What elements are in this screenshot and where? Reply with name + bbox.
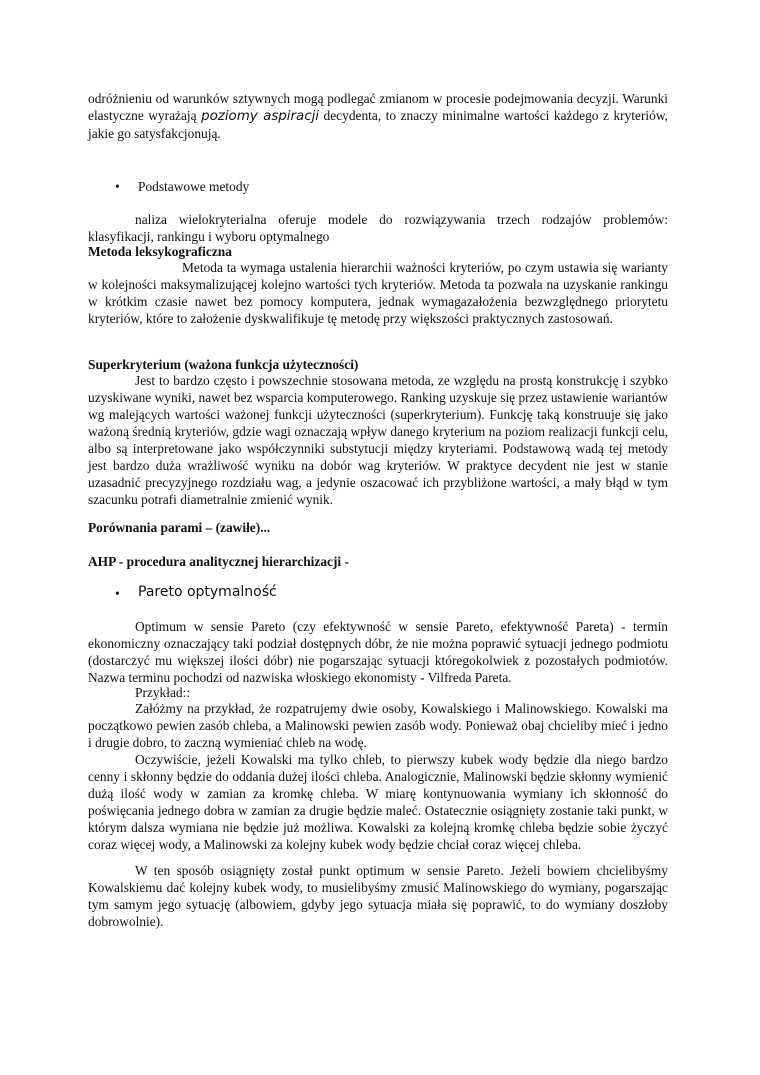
- lexico-heading: Metoda leksykograficzna: [88, 244, 232, 259]
- pairwise-heading: Porównania parami – (zawiłe)...: [88, 520, 271, 535]
- pareto-paragraph-2: Załóżmy na przykład, że rozpatrujemy dwie osoby, Kowalskiego i Malinowskiego. Kowalski ma początkowo pewien zasób chleba, a Malinowski pewien zasób wody. Ponieważ obaj chcieliby mieć i jedno i drugie dobro, to zaczną wymieniać chleb na wodę.: [88, 701, 668, 750]
- bullet-icon: •: [115, 179, 120, 194]
- pareto-paragraph-1: Optimum w sensie Pareto (czy efektywność w sensie Pareto, efektywność Pareta) - termin ekonomiczny oznaczający taki podział dostępnych dóbr, że nie można poprawić sytuacji jednego podmiotu (dostarczyć mu większej ilości dóbr) nie pogarszając sytuacji któregokolwiek z pozostałych podmiotów. Nazwa terminu pochodzi od nazwiska włoskiego ekonomisty - Vilfreda Pareta.: [88, 619, 668, 685]
- methods-bullet-label: Podstawowe metody: [138, 179, 250, 194]
- aspiration-levels-emphasis: poziomy aspiracji: [201, 109, 320, 124]
- methods-paragraph: naliza wielokryterialna oferuje modele do rozwiązywania trzech rodzajów problemów: klasyfikacji, rankingu i wyboru optymalnego: [88, 212, 668, 244]
- pareto-paragraph-3: Oczywiście, jeżeli Kowalski ma tylko chleb, to pierwszy kubek wody będzie dla niego bardzo cenny i skłonny będzie do oddania dużej ilości chleba. Analogicznie, Malinowski będzie skłonny wymienić dużą ilość wody w zamian za kromkę chleba. W miarę kontynuowania wymiany ich skłonność do poświęcania jednego dobra w zamian za drugie będzie maleć. Ostatecznie osiągnięty zostanie taki punkt, w którym dalsza wymiana nie będzie już możliwa. Kowalski za kolejną kromkę chleba będzie sobie życzyć coraz więcej wody, a Malinowski za kolejny kubek wody będzie chciał coraz więcej chleba.: [88, 752, 668, 852]
- bullet-icon: •: [115, 586, 120, 601]
- pareto-paragraph-4: W ten sposób osiągnięty został punkt optimum w sensie Pareto. Jeżeli bowiem chcielibyśmy Kowalskiemu dać kolejny kubek wody, to musielibyśmy zmusić Malinowskiego do wymiany, pogarszając tym samym jego sytuację (albowiem, gdyby jego sytuacja miała się poprawić, to do wymiany doszłoby dobrowolnie).: [88, 863, 668, 929]
- lexico-paragraph: Metoda ta wymaga ustalenia hierarchii ważności kryteriów, po czym ustawia się warianty w kolejności maksymalizującej kolejno wartości tych kryteriów. Metoda ta pozwala na uzyskanie rankingu w krótkim czasie nawet bez pomocy komputera, jednak wymagazałożenia bezwzględnego priorytetu kryteriów, które to założenie dyskwalifikuje tę metodę przy większości praktycznych zastosowań.: [88, 260, 668, 326]
- superkryterium-paragraph: Jest to bardzo często i powszechnie stosowana metoda, ze względu na prostą konstrukcję i szybko uzyskiwane wyniki, nawet bez wsparcia komputerowego. Ranking uzyskuje się przez ustawienie wariantów wg malejących wartości ważonej funkcji użyteczności (superkryterium). Funkcję taką konstruuje się jako ważoną średnią kryteriów, gdzie wagi oznaczają wpływ danego kryterium na poziom realizacji funkcji celu, albo są interpretowane jako współczynniki substytucji między kryteriami. Podstawową wadą tej metody jest bardzo duża wrażliwość wyniku na dobór wag kryteriów. W praktyce decydent nie jest w stanie uzasadnić precyzyjnego rozdziału wag, a jedynie oszacować ich przybliżone wartości, a mały błąd w tym szacunku potrafi diametralnie zmienić wynik.: [88, 373, 668, 507]
- pareto-example-label: Przykład::: [135, 685, 191, 700]
- pareto-bullet-label: Pareto optymalność: [138, 584, 277, 600]
- intro-line-1: odróżnieniu od warunków sztywnych mogą podlegać zmianom w procesie podejmowania decyzji.: [88, 91, 619, 106]
- intro-paragraph: [88, 90, 668, 142]
- ahp-heading: AHP - procedura analitycznej hierarchizacji -: [88, 554, 349, 569]
- intro-line-2-after: decydenta, to znaczy minimalne wartości każdego z kryteriów, jakie go satysfakcjonują.: [88, 108, 668, 141]
- intro-line-2-before: Warunki elastyczne wyrażają: [88, 91, 668, 123]
- superkryterium-heading: Superkryterium (ważona funkcja użyteczności): [88, 357, 359, 372]
